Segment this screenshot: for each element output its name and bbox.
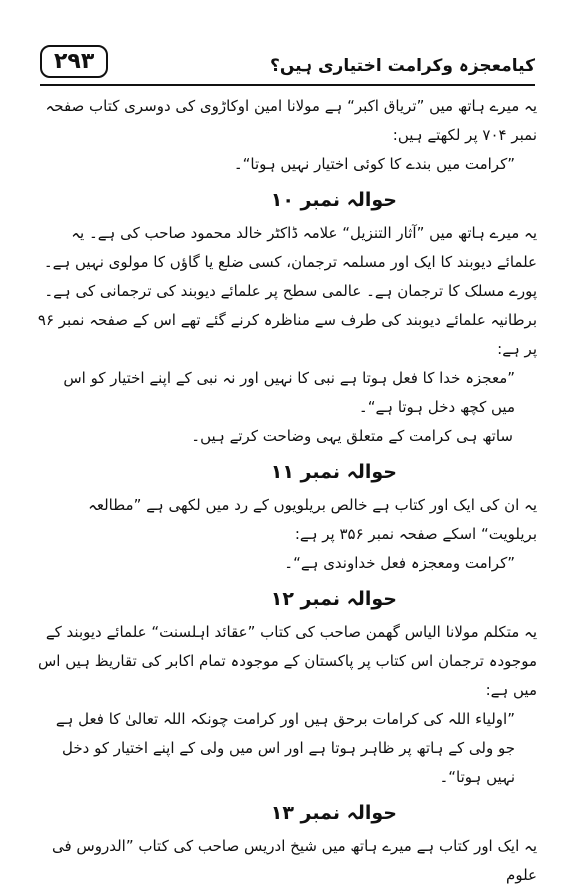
page-header <box>40 30 535 82</box>
paragraph: یہ میرے ہاتھ میں ”تریاق اکبر“ ہے مولانا امین اوکاڑوی کی دوسری کتاب صفحہ نمبر ۷۰۴ پر لکھتے ہیں: <box>45 97 537 144</box>
paragraph: یہ میرے ہاتھ میں ”آثار التنزیل“ علامہ ڈاکٹر خالد محمود صاحب کی ہے۔ یہ علمائے دیوبند کا ایک اور مسلمہ ترجمان، کسی ضلع یا گاؤں کا مولوی نہیں ہے۔ پورے مسلک کا ترجمان ہے۔ عالمی سطح پر علمائے دیوبند کی ترجمانی کی ہے۔ برطانیہ علمائے دیوبند کی طرف سے مناظرہ کرنے گئے تھے اس کے صفحہ نمبر ۹۶ پر ہے: <box>37 224 537 358</box>
paragraph: ساتھ ہی کرامت کے متعلق یہی وضاحت کرتے ہیں۔ <box>191 427 513 445</box>
paragraph: یہ ایک اور کتاب ہے میرے ہاتھ میں شیخ ادریس صاحب کی کتاب ”الدروس فی علوم <box>51 837 537 884</box>
reference-heading: حوالہ نمبر ۱۳ <box>270 802 397 824</box>
quotation: ”کرامت میں بندے کا کوئی اختیار نہیں ہوتا“۔ <box>233 155 515 173</box>
paragraph: یہ متکلم مولانا الیاس گھمن صاحب کی کتاب ”عقائد اہلسنت“ علمائے دیوبند کے موجودہ ترجمان اس کتاب پر پاکستان کے موجودہ تمام اکابر کی تقاریظ ہیں اس میں ہے: <box>38 623 537 699</box>
quotation: ”کرامت ومعجزہ فعل خداوندی ہے“۔ <box>284 554 515 572</box>
paragraph: یہ ان کی ایک اور کتاب ہے خالص بریلویوں کے رد میں لکھی ہے ”مطالعہ بریلویت“ اسکے صفحہ نمبر ۳۵۶ پر ہے: <box>88 496 537 543</box>
page-body <box>36 92 537 890</box>
reference-heading: حوالہ نمبر ۱۰ <box>270 189 397 211</box>
reference-heading: حوالہ نمبر ۱۱ <box>270 461 397 483</box>
quotation: ”معجزہ خدا کا فعل ہوتا ہے نبی کا نہیں اور نہ نبی کے اپنے اختیار کو اس میں کچھ دخل ہوتا ہے“۔ <box>63 369 515 416</box>
quotation: ”اولیاء اللہ کی کرامات برحق ہیں اور کرامت چونکہ اللہ تعالیٰ کا فعل ہے جو ولی کے ہاتھ پر ظاہر ہوتا ہے اور اس میں ولی کے اپنے اختیار کو دخل نہیں ہوتا“۔ <box>55 710 515 786</box>
running-title: کیامعجزہ وکرامت اختیاری ہیں؟ <box>269 56 535 76</box>
page-number: ۲۹۳ <box>40 45 108 78</box>
reference-heading: حوالہ نمبر ۱۲ <box>270 588 397 610</box>
header-rule <box>40 84 535 86</box>
